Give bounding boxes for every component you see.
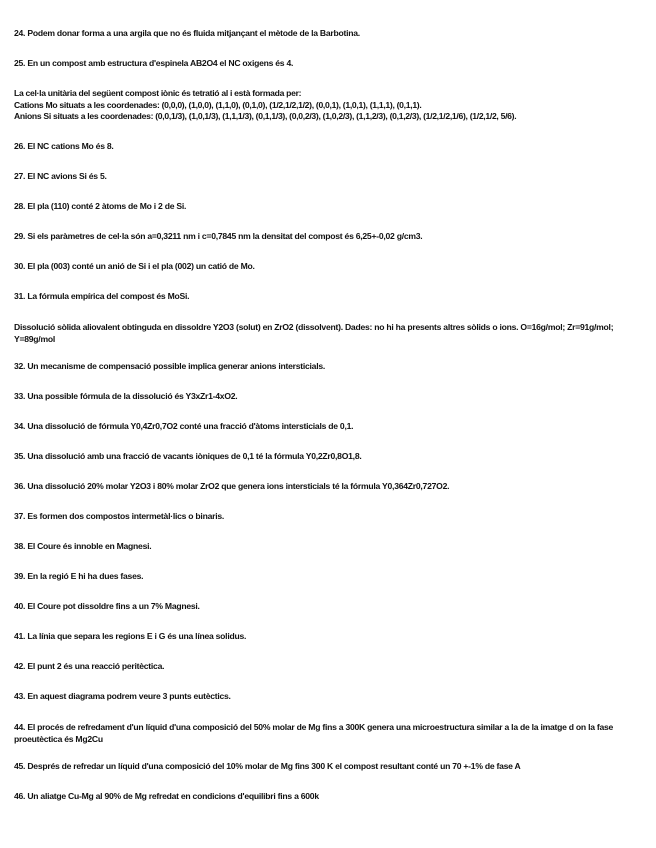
unit-cell-intro-line-3: Anions Si situats a les coordenades: (0,0,1/3), (1,0,1/3), (1,1,1/3), (0,1,1/3), (0,0,2/3), (1,0,2/3), (1,1,2/3), (0,1,2/3), (1/2,1/2,1/6), (1/2,1/2, 5/6).: [14, 111, 517, 121]
question-44: 44. El procés de refredament d'un líquid d'una composició del 50% molar de Mg fins a 300K genera una microestructura similar a la de la imatge d on la fase proeutèctica és Mg2Cu: [14, 721, 614, 744]
question-27: 27. El NC avions Si és 5.: [14, 170, 107, 181]
question-24: 24. Podem donar forma a una argila que no és fluida mitjançant el mètode de la Barbotina.: [14, 28, 360, 38]
question-35: 35. Una dissolució amb una fracció de vacants iòniques de 0,1 té la fórmula Y0,2Zr0,8O1,8.: [14, 450, 362, 461]
question-36: 36. Una dissolució 20% molar Y2O3 i 80% molar ZrO2 que genera ions intersticials té la fórmula Y0,364Zr0,727O2.: [14, 480, 450, 491]
question-38: 38. El Coure és innoble en Magnesi.: [14, 540, 152, 551]
question-42: 42. El punt 2 és una reacció peritèctica.: [14, 660, 165, 671]
question-39: 39. En la regió E hi ha dues fases.: [14, 570, 144, 581]
unit-cell-intro-line-2: Cations Mo situats a les coordenades: (0,0,0), (1,0,0), (1,1,0), (0,1,0), (1/2,1/2,1/2), (0,0,1), (1,0,1), (1,1,1), (0,1,1).: [14, 99, 422, 110]
question-31: 31. La fórmula empírica del compost és MoSi.: [14, 290, 190, 301]
question-34: 34. Una dissolució de fórmula Y0,4Zr0,7O2 conté una fracció d'àtoms intersticials de 0,1.: [14, 420, 354, 431]
question-45: 45. Després de refredar un líquid d'una composició del 10% molar de Mg fins 300 K el compost resultant conté un 70 +-1% de fase A: [14, 760, 521, 771]
question-33: 33. Una possible fórmula de la dissolució és Y3xZr1-4xO2.: [14, 390, 238, 401]
question-26: 26. El NC cations Mo és 8.: [14, 140, 114, 151]
unit-cell-intro: [14, 88, 650, 123]
question-32: 32. Un mecanisme de compensació possible implica generar anions intersticials.: [14, 360, 326, 371]
question-28: 28. El pla (110) conté 2 àtoms de Mo i 2 de Si.: [14, 200, 187, 211]
question-30: 30. El pla (003) conté un anió de Si i el pla (002) un catió de Mo.: [14, 260, 255, 271]
question-29: 29. Si els paràmetres de cel·la són a=0,3211 nm i c=0,7845 nm la densitat del compost és 6,25+-0,02 g/cm3.: [14, 230, 423, 241]
question-46: 46. Un aliatge Cu-Mg al 90% de Mg refredat en condicions d'equilibri fins a 600k: [14, 790, 319, 801]
question-41: 41. La línia que separa les regions E i G és una línea solidus.: [14, 630, 247, 641]
document-page: [14, 28, 650, 821]
question-40: 40. El Coure pot dissoldre fins a un 7% Magnesi.: [14, 600, 200, 611]
question-43: 43. En aquest diagrama podrem veure 3 punts eutèctics.: [14, 690, 231, 701]
unit-cell-intro-line-1: La cel·la unitària del següent compost iònic és tetratió al i està formada per:: [14, 88, 302, 98]
solid-solution-intro: Dissolució sòlida aliovalent obtinguda en dissoldre Y2O3 (solut) en ZrO2 (dissolvent). Dades: no hi ha presents altres sòlids o ions. O=16g/mol; Zr=91g/mol; Y=89g/mol: [14, 321, 614, 344]
question-37: 37. Es formen dos compostos intermetàl·lics o binaris.: [14, 510, 224, 521]
question-25: 25. En un compost amb estructura d'espinela AB2O4 el NC oxigens és 4.: [14, 58, 294, 68]
